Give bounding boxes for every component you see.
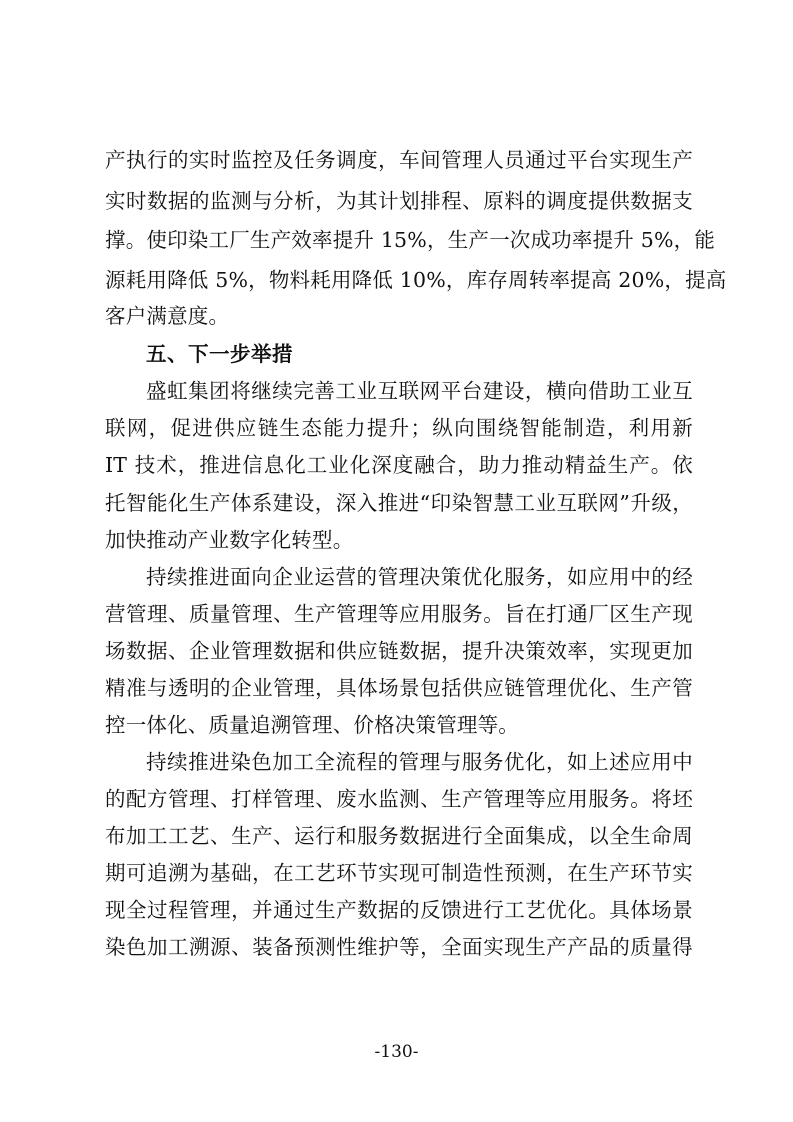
paragraph-line: 控一体化、质量追溯管理、价格决策管理等。: [105, 713, 519, 737]
paragraph-line: 现全过程管理，并通过生产数据的反馈进行工艺优化。具体场景: [105, 898, 693, 922]
paragraph-line: 实时数据的监测与分析，为其计划排程、原料的调度提供数据支: [105, 189, 693, 213]
paragraph-line: 营管理、质量管理、生产管理等应用服务。旨在打通厂区生产现: [105, 602, 693, 626]
paragraph-line: 联网，促进供应链生态能力提升；纵向围绕智能制造，利用新: [105, 416, 693, 440]
paragraph-line: 托智能化生产体系建设，深入推进“印染智慧工业互联网”升级，: [105, 491, 693, 515]
paragraph-line: IT 技术，推进信息化工业化深度融合，助力推动精益生产。依: [105, 453, 693, 477]
paragraph-line: 染色加工溯源、装备预测性维护等，全面实现生产产品的质量得: [105, 935, 693, 959]
paragraph-line: 期可追溯为基础，在工艺环节实现可制造性预测，在生产环节实: [105, 861, 693, 885]
paragraph-line: 持续推进面向企业运营的管理决策优化服务，如应用中的经: [146, 565, 693, 589]
paragraph-line: 盛虹集团将继续完善工业互联网平台建设，横向借助工业互: [146, 379, 693, 403]
paragraph-line: 场数据、企业管理数据和供应链数据，提升决策效率，实现更加: [105, 639, 693, 663]
paragraph-line: 产执行的实时监控及任务调度，车间管理人员通过平台实现生产: [105, 148, 693, 172]
paragraph-line: 的配方管理、打样管理、废水监测、生产管理等应用服务。将坯: [105, 787, 693, 811]
page-number: -130-: [374, 1042, 419, 1062]
paragraph-line: 精准与透明的企业管理，具体场景包括供应链管理优化、生产管: [105, 676, 693, 700]
paragraph-line: 撑。使印染工厂生产效率提升 15%，生产一次成功率提升 5%，能: [105, 228, 716, 252]
paragraph-line: 布加工工艺、生产、运行和服务数据进行全面集成，以全生命周: [105, 824, 693, 848]
paragraph-line: 客户满意度。: [105, 304, 230, 328]
section-heading: 五、下一步举措: [146, 342, 293, 366]
paragraph-line: 持续推进染色加工全流程的管理与服务优化，如上述应用中: [146, 750, 693, 774]
paragraph-line: 源耗用降低 5%，物料耗用降低 10%，库存周转率提高 20%，提高: [105, 268, 727, 292]
paragraph-line: 加快推动产业数字化转型。: [105, 528, 354, 552]
